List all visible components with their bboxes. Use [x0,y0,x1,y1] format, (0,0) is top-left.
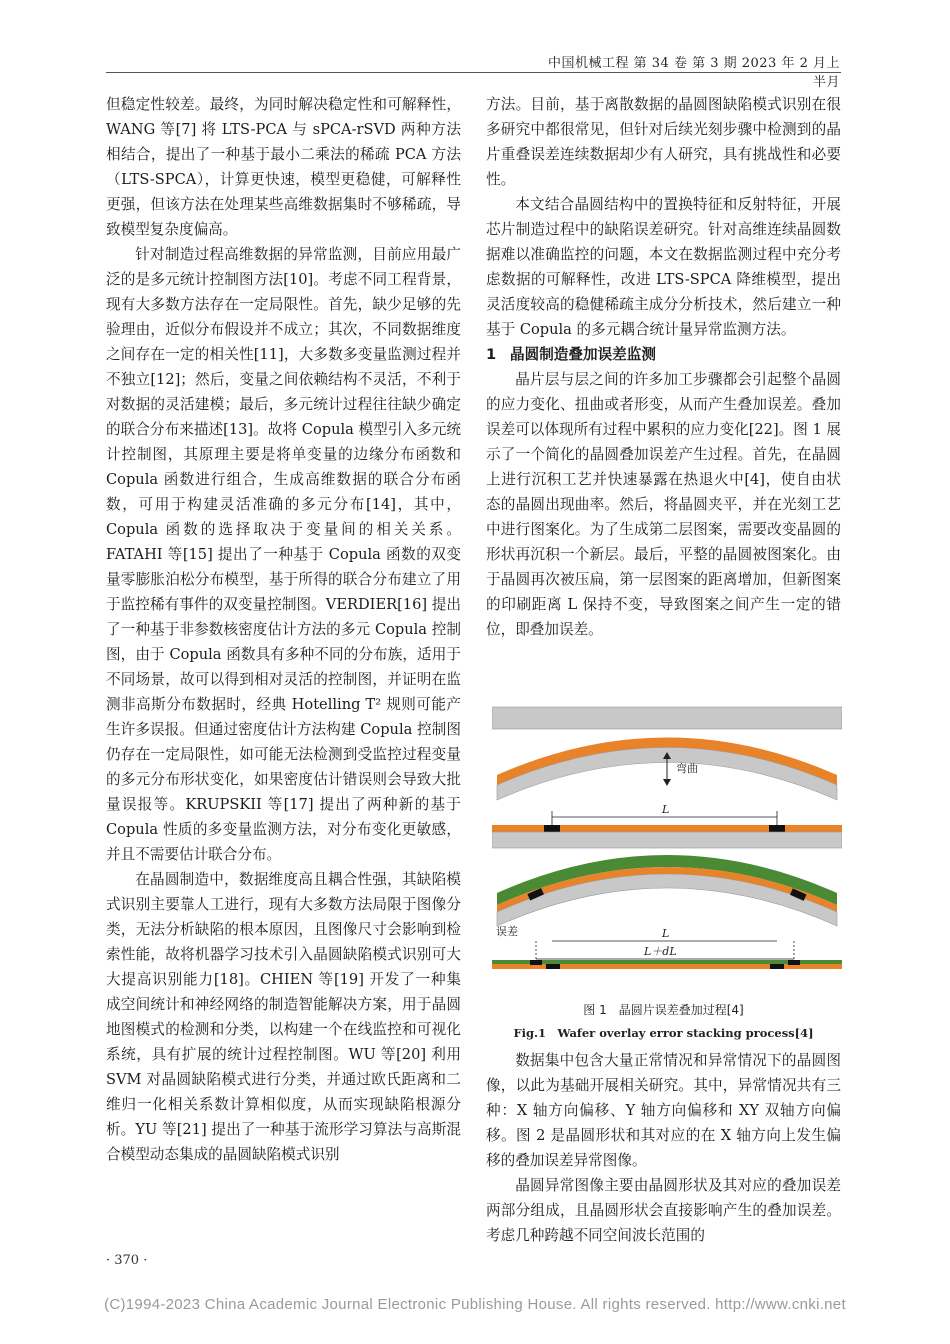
pattern-mark-final-left-2 [546,964,560,969]
page-number: · 370 · [106,1253,148,1268]
label-error: 误差 [496,925,518,938]
wafer-flat [492,707,842,729]
bend-arrow-head-down [663,779,671,786]
paragraph: 但稳定性较差。最终，为同时解决稳定性和可解释性，WANG 等[7] 将 LTS-PCA 与 sPCA-rSVD 两种方法相结合，提出了一种基于最小二乘法的稀疏 PCA 方法（LTS-SPCA），计算更快速，模型更稳健，可解释性更强，但该方法在处理某些高维数据集时不够稀疏，导致模型复杂度偏高。 [106,96,461,238]
section-number: 1 [486,346,497,363]
pattern-mark-right [769,825,785,832]
label-L: L [662,803,670,816]
label-bend: 弯曲 [676,762,698,775]
paragraph: 晶圆异常图像主要由晶圆形状及其对应的叠加误差两部分组成，且晶圆形状会直接影响产生的叠加误差。考虑几种跨越不同空间波长范围的 [486,1177,841,1244]
paragraph: 本文结合晶圆结构中的置换特征和反射特征，开展芯片制造过程中的缺陷误差研究。针对高维连续晶圆数据难以准确监控的问题，本文在数据监测过程中充分考虑数据的可解释性，改进 LTS-SPCA 降维模型，提出灵活度较高的稳健稀疏主成分分析技术，然后建立一种基于 Copula 的多元耦合统计量异常监测方法。 [486,196,841,338]
right-column [486,92,841,642]
label-L-plus-dL: L＋dL [644,945,677,958]
pattern-mark-final-right [788,960,800,965]
label-L-second: L [662,927,670,940]
figure-wafer-overlay [492,705,842,970]
section-title: 晶圆制造叠加误差监测 [510,346,656,363]
header-rule [106,72,841,73]
figure-caption-zh: 图 1 晶圆片误差叠加过程[4] [583,1003,744,1017]
copyright-footer: (C)1994-2023 China Academic Journal Electronic Publishing House. All rights reserved. http://www.cnki.net [104,1296,846,1313]
wafer-clamped [492,832,842,848]
paragraph: 在晶圆制造中，数据维度高且耦合性强，其缺陷模式识别主要靠人工进行，现有大多数方法局限于图像分类，无法分析缺陷的根本原因，且图像尺寸会影响到检索性能，故将机器学习技术引入晶圆缺陷模式识别可大大提高识别能力[18]。CHIEN 等[19] 开发了一种集成空间统计和神经网络的制造智能解决方案，用于晶圆地图模式的检测和分类，以构建一个在线监控和可视化系统，具有扩展的统计过程控制图。WU 等[20] 利用 SVM 对晶圆缺陷模式进行分类，并通过欧氏距离和二维归一化相关系数计算相似度，从而实现缺陷根源分析。YU 等[21] 提出了一种基于流形学习算法与高斯混合模型动态集成的晶圆缺陷模式识别 [106,871,461,1163]
right-column-lower [486,1048,841,1248]
pattern-mark-final-left [530,960,542,965]
paragraph: 晶片层与层之间的许多加工步骤都会引起整个晶圆的应力变化、扭曲或者形变，从而产生叠加误差。叠加误差可以体现所有过程中累积的应力变化[22]。图 1 展示了一个简化的晶圆叠加误差产生过程。首先，在晶圆上进行沉积工艺并快速暴露在热退火中[4]，使自由状态的晶圆出现曲率。然后，将晶圆夹平，并在光刻工艺中进行图案化。为了生成第二层图案，需要改变晶圆的形状再沉积一个新层。最后，平整的晶圆被图案化。由于晶圆再次被压扁，第一层图案的距离增加，但新图案的印刷距离 L 保持不变，导致图案之间产生一定的错位，即叠加误差。 [486,371,841,638]
left-column [106,92,461,1167]
figure-caption-en: Fig.1 Wafer overlay error stacking process[4] [513,1026,814,1040]
paragraph: 数据集中包含大量正常情况和异常情况下的晶圆图像，以此为基础开展相关研究。其中，异常情况共有三种：X 轴方向偏移、Y 轴方向偏移和 XY 双轴方向偏移。图 2 是晶圆形状和其对应的在 X 轴方向上发生偏移的叠加误差异常图像。 [486,1052,841,1169]
paragraph: 方法。目前，基于离散数据的晶圆图缺陷模式识别在很多研究中都很常见，但针对后续光刻步骤中检测到的晶片重叠误差连续数据却少有人研究，具有挑战性和必要性。 [486,96,841,188]
running-header: 中国机械工程 第 34 卷 第 3 期 2023 年 2 月上半月 [548,56,840,90]
pattern-mark-left [544,825,560,832]
section-heading [486,342,841,367]
paragraph: 针对制造过程高维数据的异常监测，目前应用最广泛的是多元统计控制图方法[10]。考虑不同工程背景，现有大多数方法存在一定局限性。首先，缺少足够的先验理由，近似分布假设并不成立；其次，不同数据维度之间存在一定的相关性[11]，大多数多变量监测过程并不独立[12]；然后，变量之间依赖结构不灵活，不利于对数据的灵活建模；最后，多元统计过程往往缺少确定的联合分布来描述[13]。故将 Copula 模型引入多元统计控制图，其原理主要是将单变量的边缘分布函数和 Copula 函数进行组合，生成高维数据的联合分布函数，可用于构建灵活准确的多元分布[14]，其中，Copula 函数的选择取决于变量间的相关关系。FATAHI 等[15] 提出了一种基于 Copula 函数的双变量零膨胀泊松分布模型，基于所得的联合分布建立了用于监控稀有事件的双变量控制图。VERDIER[16] 提出了一种基于非参数核密度估计方法的多元 Copula 控制图，由于 Copula 函数具有多种不同的分布族，适用于不同场景，故可以得到相对灵活的控制图，并证明在监测非高斯分布数据时，经典 Hotelling T² 规则可能产生许多误报。但通过密度估计方法构建 Copula 控制图仍存在一定局限性，如可能无法检测到受监控过程变量的多元分布形状变化，如果密度估计错误则会导致大批量误报等。KRUPSKII 等[17] 提出了两种新的基于 Copula 性质的多变量监测方法，对分布变化更敏感，并且不需要估计联合分布。 [106,246,461,863]
pattern-mark-final-right-2 [770,964,784,969]
